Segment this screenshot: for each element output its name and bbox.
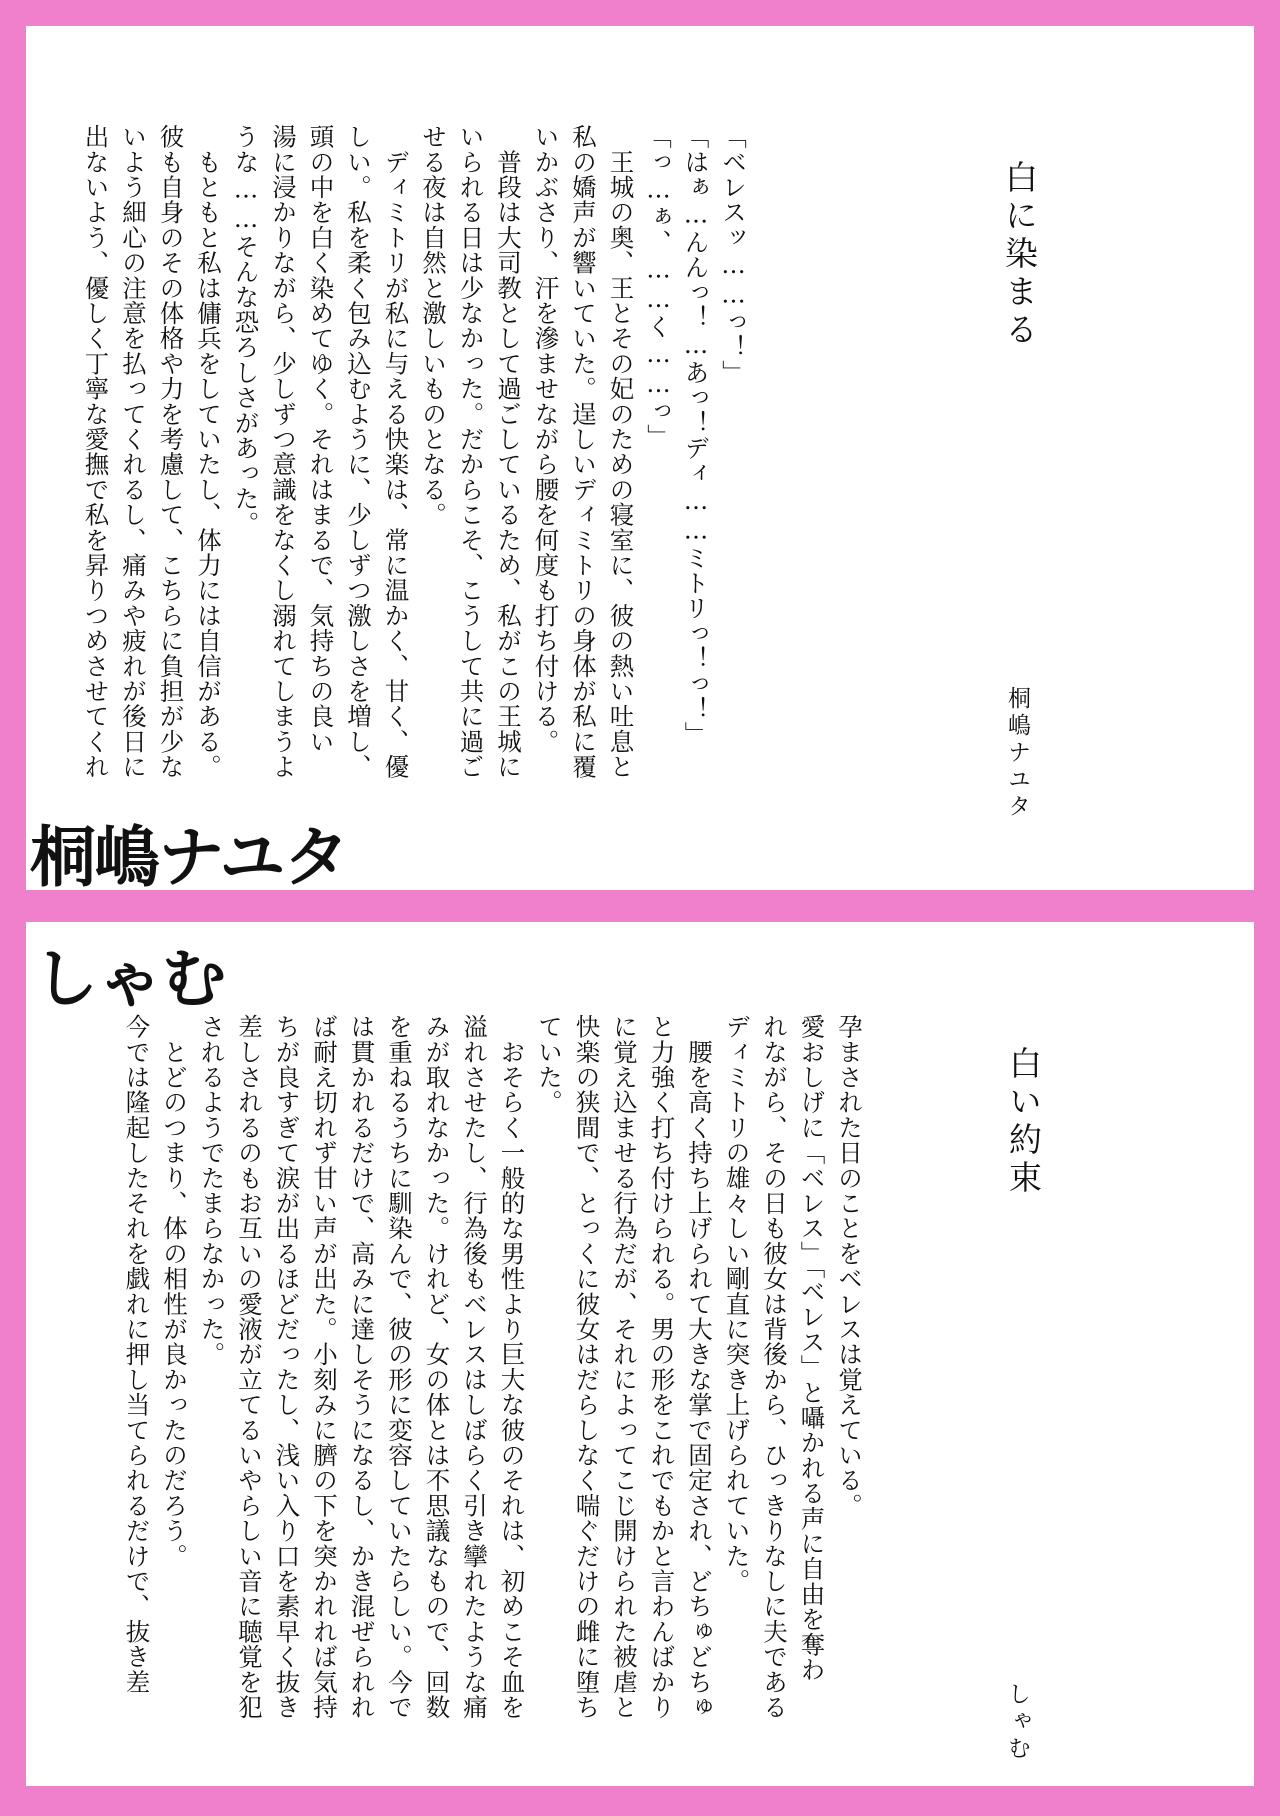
- story-body: 孕まされた日のことをベレスは覚えている。 愛おしげに「ベレス」「ベレス」と囁かれる声に自由を奪わ れながら、その日も彼女は背後から、ひっきりなしに夫である ディミトリの雄々しい剛直に突き上げられていた。 腰を高く持ち上げられて大きな掌で固定され、どちゅどちゅ と力強く打ち付けられる。男の形をこれでもかと言わんばかり に覚え込ませる行為だが、それによってこじ開けられた被虐と 快楽の狭間で、とっくに彼女はだらしなく喘ぐだけの雌に堕ち ていた。 おそらく一般的な男性より巨大な彼のそれは、初めこそ血を 溢れさせたし、行為後もベレスはしばらく引き攣れたような痛 みが取れなかった。けれど、女の体とは不思議なもので、回数 を重ねるうちに馴染んで、彼の形に変容していたらしい。今で は貫かれるだけで、高みに達しそうになるし、かき混ぜられれ ば耐え切れず甘い声が出た。小刻みに臍の下を突かれれば気持 ちが良すぎて涙が出るほどだったし、浅い入り口を素早く抜き 差しされるのもお互いの愛液が立てるいやらしい音に聴覚を犯 されるようでたまらなかった。 とどのつまり、体の相性が良かったのだろう。 今では隆起したそれを戯れに押し当てられるだけで、抜き差: [122, 1014, 864, 1720]
- author-name-label: 桐嶋ナユタ: [30, 819, 348, 896]
- story-title: 白い約束: [1004, 1046, 1043, 1198]
- story-panel-1: [26, 26, 1254, 890]
- story-title: 白に染まる: [1000, 160, 1039, 350]
- author-name-label: しゃむ: [34, 943, 226, 1017]
- story-author: しゃむ: [1004, 1682, 1030, 1763]
- story-author: 桐嶋ナユタ: [1004, 686, 1030, 821]
- story-body: 「ベレスッ……っ！」 「はぁ…んんっ！…あっ！ディ……ミトリっ！っ！」 「っ…ぁ、……く……っ」 王城の奥、王とその妃のための寝室に、彼の熱い吐息と 私の嬌声が響いていた。逞しいディミトリの身体が私に覆 いかぶさり、汗を滲ませながら腰を何度も打ち付ける。 普段は大司教として過ごしているため、私がこの王城に いられる日は少なかった。だからこそ、こうして共に過ご せる夜は自然と激しいものとなる。 ディミトリが私に与える快楽は、常に温かく、甘く、優 しい。私を柔く包み込むように、少しずつ激しさを増し、 頭の中を白く染めてゆく。それはまるで、気持ちの良い 湯に浸かりながら、少しずつ意識をなくし溺れてしまうよ うな……そんな恐ろしさがあった。 もともと私は傭兵をしていたし、体力には自信がある。 彼も自身のその体格や力を考慮して、こちらに負担が少な いよう細心の注意を払ってくれるし、痛みや疲れが後日に 出ないよう、優しく丁寧な愛撫で私を昇りつめさせてくれ: [81, 124, 748, 780]
- story-panel-2: [26, 922, 1254, 1786]
